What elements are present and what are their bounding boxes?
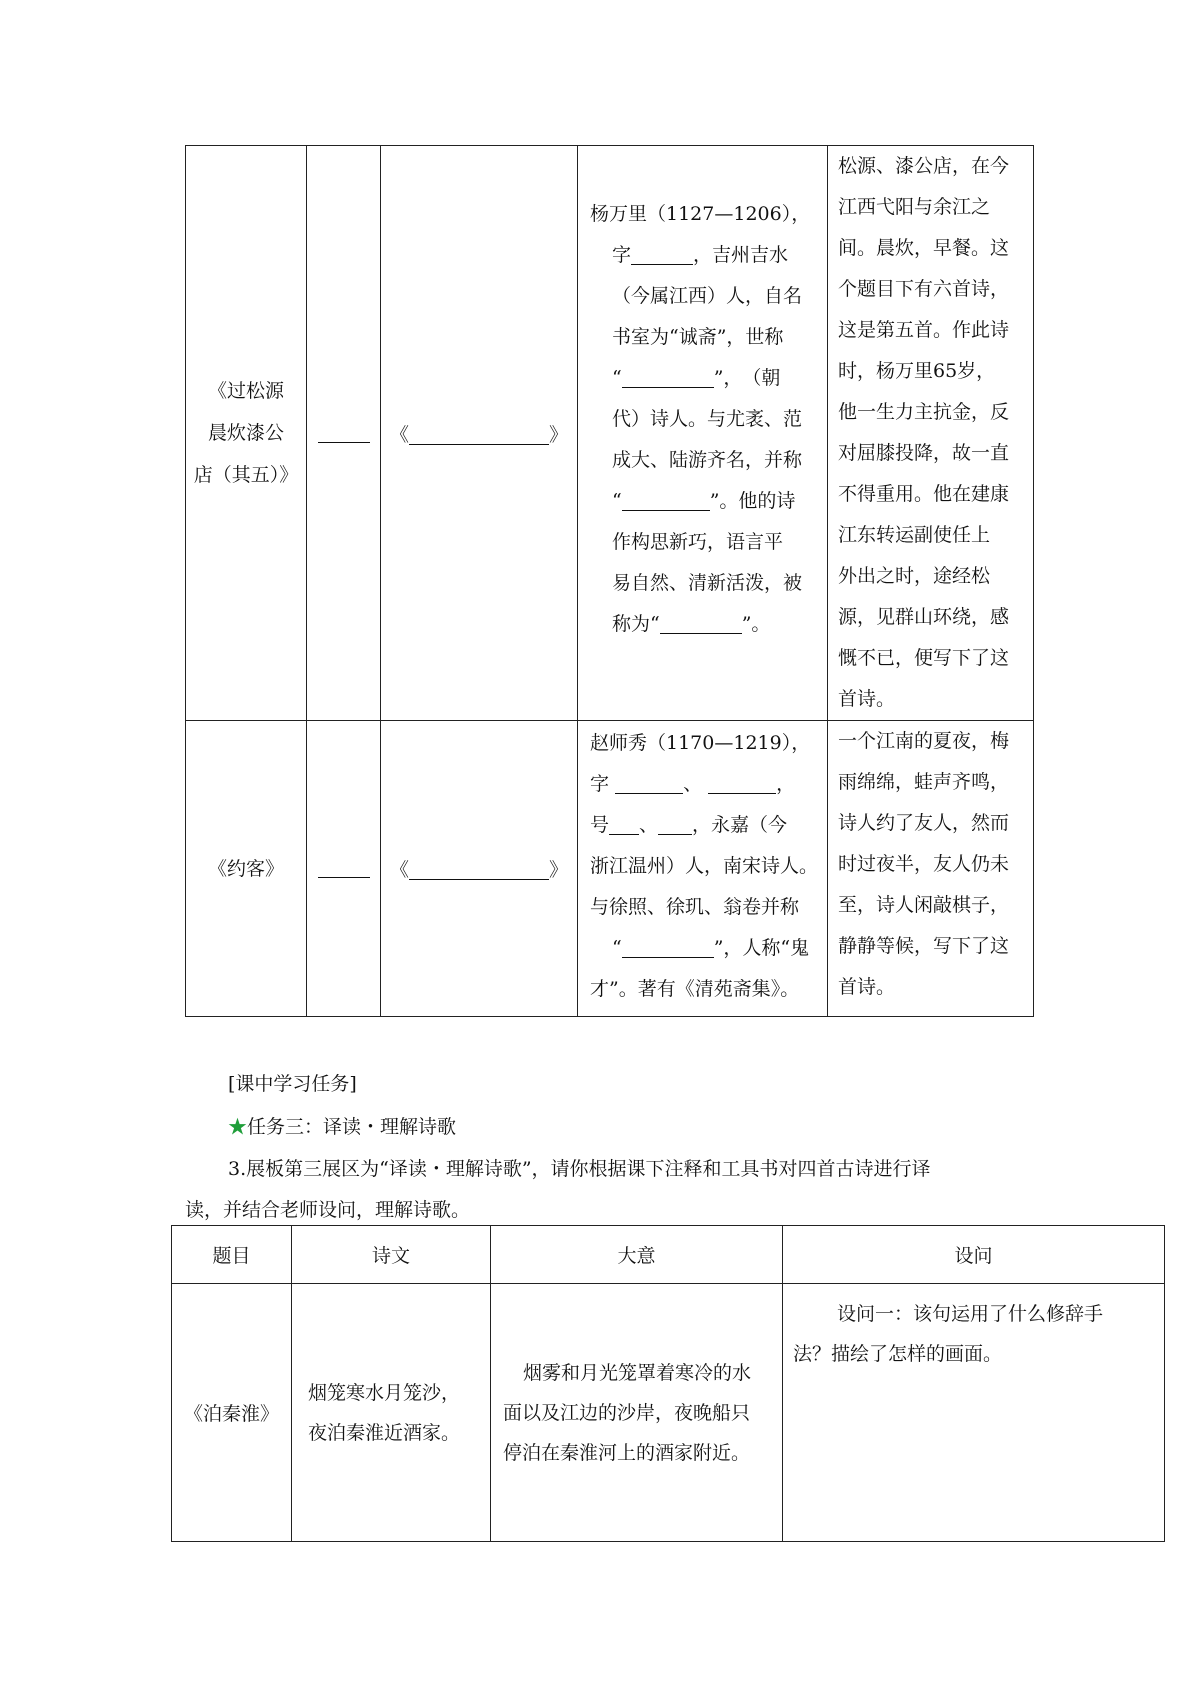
section-heading: [课中学习任务] bbox=[228, 1073, 357, 1095]
table-row bbox=[186, 146, 1034, 721]
meaning-cell bbox=[491, 1284, 783, 1542]
question-line: 设问一：该句运用了什么修辞手 bbox=[837, 1303, 1104, 1325]
meaning-line: 停泊在秦淮河上的酒家附近。 bbox=[503, 1441, 751, 1464]
author-line: “ ”，人称“鬼 bbox=[612, 937, 810, 959]
background-line: 对屈膝投降，故一直 bbox=[838, 442, 1010, 464]
background-line: 间。晨炊，早餐。这 bbox=[838, 237, 1010, 259]
background-cell bbox=[828, 146, 1034, 721]
table-header-row bbox=[172, 1226, 1165, 1284]
background-line: 源，见群山环绕，感 bbox=[838, 606, 1010, 628]
column-header: 诗文 bbox=[292, 1226, 491, 1284]
background-line: 至，诗人闲敲棋子， bbox=[838, 894, 1010, 916]
background-line: 静静等候，写下了这 bbox=[838, 935, 1010, 957]
poem-title-cell bbox=[186, 721, 307, 1017]
background-line: 外出之时，途经松 bbox=[838, 565, 991, 587]
book-bracket-open: 《 bbox=[389, 859, 409, 881]
author-line: 成大、陆游齐名，并称 bbox=[612, 449, 803, 471]
author-line: 字 ，吉州吉水 bbox=[612, 244, 789, 266]
fill-blank[interactable] bbox=[660, 613, 742, 634]
author-intro-cell bbox=[578, 146, 828, 721]
book-title-cell[interactable] bbox=[381, 146, 578, 721]
poem-line: 夜泊秦淮近酒家。 bbox=[308, 1421, 461, 1444]
background-line: 诗人约了友人，然而 bbox=[838, 812, 1010, 834]
poem-title-line: 店（其五）》 bbox=[193, 464, 299, 486]
author-line: 字 、 ， bbox=[590, 773, 796, 795]
author-line: 代）诗人。与尤袤、范 bbox=[612, 408, 803, 430]
fill-blank[interactable] bbox=[409, 859, 549, 880]
author-line: 称为“ ”。 bbox=[612, 613, 771, 635]
author-line: 杨万里（1127—1206）， bbox=[590, 203, 811, 225]
table-row bbox=[186, 721, 1034, 1017]
question-cell[interactable] bbox=[783, 1284, 1165, 1542]
poem-title-cell bbox=[186, 146, 307, 721]
author-line: （今属江西）人，自名 bbox=[612, 285, 803, 307]
fill-blank[interactable] bbox=[318, 860, 370, 878]
background-line: 雨绵绵，蛙声齐鸣， bbox=[838, 771, 1010, 793]
task-heading bbox=[228, 1115, 456, 1139]
author-line: 赵师秀（1170—1219）， bbox=[590, 732, 811, 754]
poem-title-line: 《约客》 bbox=[207, 857, 284, 880]
fill-blank[interactable] bbox=[609, 814, 639, 835]
poem-line: 烟笼寒水月笼沙， bbox=[308, 1381, 461, 1404]
author-line: 与徐照、徐玑、翁卷并称 bbox=[590, 896, 800, 918]
instruction-line: 3.展板第三展区为“译读・理解诗歌”，请你根据课下注释和工具书对四首古诗进行译 bbox=[228, 1158, 931, 1180]
task-label: 任务三：译读・理解诗歌 bbox=[247, 1116, 457, 1138]
fill-blank[interactable] bbox=[409, 424, 549, 445]
background-line: 江东转运副使任上 bbox=[838, 524, 991, 546]
poem-text-cell bbox=[292, 1284, 491, 1542]
poem-title-line: 《过松源 bbox=[207, 380, 284, 402]
column-header: 题目 bbox=[172, 1226, 292, 1284]
poem-title-cell: 《泊秦淮》 bbox=[172, 1284, 292, 1542]
book-bracket-close: 》 bbox=[549, 423, 569, 446]
background-line: 一个江南的夏夜，梅 bbox=[838, 730, 1010, 752]
fill-blank-cell[interactable] bbox=[307, 721, 381, 1017]
author-line: 作构思新巧，语言平 bbox=[612, 531, 784, 553]
background-line: 不得重用。他在建康 bbox=[838, 483, 1010, 505]
author-line: 浙江温州）人，南宋诗人。 bbox=[590, 855, 819, 877]
background-line: 首诗。 bbox=[838, 976, 896, 998]
translation-table bbox=[171, 1225, 1165, 1542]
star-icon: ★ bbox=[228, 1116, 248, 1138]
author-line: “ ”， （朝 bbox=[612, 367, 781, 389]
poet-info-table bbox=[185, 145, 1034, 1017]
fill-blank[interactable] bbox=[631, 244, 693, 265]
author-line: 号 、 ，永嘉（今 bbox=[590, 814, 788, 836]
meaning-line: 面以及江边的沙岸，夜晚船只 bbox=[503, 1401, 751, 1424]
fill-blank[interactable] bbox=[622, 367, 714, 388]
fill-blank[interactable] bbox=[622, 937, 714, 958]
author-line: 才”。著有《清苑斋集》。 bbox=[590, 978, 800, 1000]
fill-blank[interactable] bbox=[615, 773, 683, 794]
instruction-line: 读，并结合老师设问，理解诗歌。 bbox=[185, 1199, 471, 1221]
fill-blank-cell[interactable] bbox=[307, 146, 381, 721]
author-line: 易自然、清新活泼，被 bbox=[612, 572, 803, 594]
author-intro-cell bbox=[578, 721, 828, 1017]
fill-blank[interactable] bbox=[622, 490, 710, 511]
fill-blank[interactable] bbox=[708, 773, 776, 794]
background-line: 慨不已，便写下了这 bbox=[838, 647, 1010, 669]
background-line: 首诗。 bbox=[838, 688, 896, 710]
book-title-cell[interactable] bbox=[381, 721, 578, 1017]
poem-title-line: 晨炊漆公 bbox=[207, 422, 284, 444]
question-line: 法？描绘了怎样的画面。 bbox=[793, 1343, 1003, 1365]
background-line: 时，杨万里65岁， bbox=[838, 360, 996, 382]
book-bracket-close: 》 bbox=[549, 859, 569, 881]
background-line: 这是第五首。作此诗 bbox=[838, 319, 1010, 341]
author-line: 书室为“诚斋”，世称 bbox=[612, 326, 784, 348]
background-cell bbox=[828, 721, 1034, 1017]
table-row bbox=[172, 1284, 1165, 1542]
author-line: “ ”。他的诗 bbox=[612, 490, 796, 512]
background-line: 他一生力主抗金，反 bbox=[838, 401, 1010, 423]
book-bracket-open: 《 bbox=[389, 423, 409, 446]
background-line: 时过夜半，友人仍未 bbox=[838, 853, 1010, 875]
meaning-line: 烟雾和月光笼罩着寒冷的水 bbox=[523, 1361, 752, 1384]
fill-blank[interactable] bbox=[318, 425, 370, 443]
background-line: 个题目下有六首诗， bbox=[838, 278, 1010, 300]
column-header: 设问 bbox=[783, 1226, 1165, 1284]
column-header: 大意 bbox=[491, 1226, 783, 1284]
fill-blank[interactable] bbox=[658, 814, 692, 835]
background-line: 江西弋阳与余江之 bbox=[838, 196, 991, 218]
background-line: 松源、漆公店，在今 bbox=[838, 155, 1010, 177]
